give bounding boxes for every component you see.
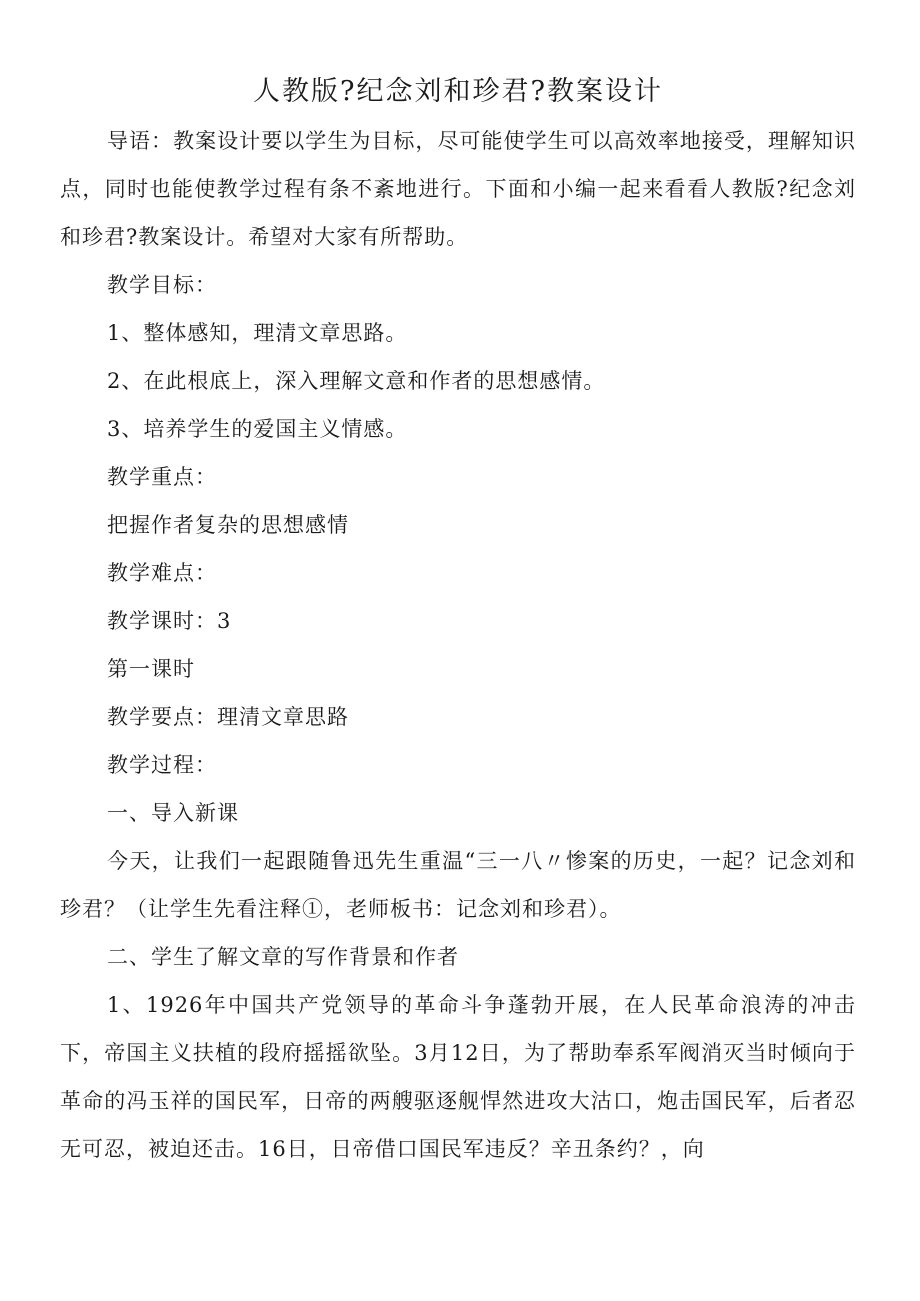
class-hours-line: 教学课时：3 [107,609,232,633]
goal-item-1: 1、整体感知，理清文章思路。 [107,321,408,345]
goal-item-3: 3、培养学生的爱国主义情感。 [107,417,408,441]
section-1-paragraph: 今天，让我们一起跟随鲁迅先生重温“三一八〃惨案的历史，一起？记念刘和珍君？（让学生先看注释①，老师板书：记念刘和珍君）。 [60,849,856,921]
key-points-heading: 教学重点： [107,465,217,489]
section-2-heading: 二、学生了解文章的写作背景和作者 [107,945,459,969]
difficulties-heading: 教学难点： [107,561,217,585]
goal-item-2: 2、在此根底上，深入理解文意和作者的思想感情。 [107,369,606,393]
process-heading: 教学过程： [107,753,217,777]
section-1-heading: 一、导入新课 [107,801,239,825]
document-title: 人教版?纪念刘和珍君?教案设计 [253,76,663,107]
first-lesson-heading: 第一课时 [107,657,195,681]
key-points-text: 把握作者复杂的思想感情 [107,513,349,537]
intro-paragraph: 导语：教案设计要以学生为目标，尽可能使学生可以高效率地接受，理解知识点，同时也能使教学过程有条不紊地进行。下面和小编一起来看看人教版?纪念刘和珍君?教案设计。希望对大家有所帮助。 [60,129,856,249]
background-paragraph: 1、1926年中国共产党领导的革命斗争蓬勃开展，在人民革命浪涛的冲击下，帝国主义扶植的段府摇摇欲坠。3月12日，为了帮助奉系军阀消灭当时倾向于革命的冯玉祥的国民军，日帝的两艘驱逐舰悍然进攻大沽口，炮击国民军，后者忍无可忍，被迫还击。16日，日帝借口国民军违反？辛丑条约？，向 [60,993,856,1161]
teaching-goals-heading: 教学目标： [107,273,217,297]
lesson-focus-line: 教学要点：理清文章思路 [107,705,349,729]
